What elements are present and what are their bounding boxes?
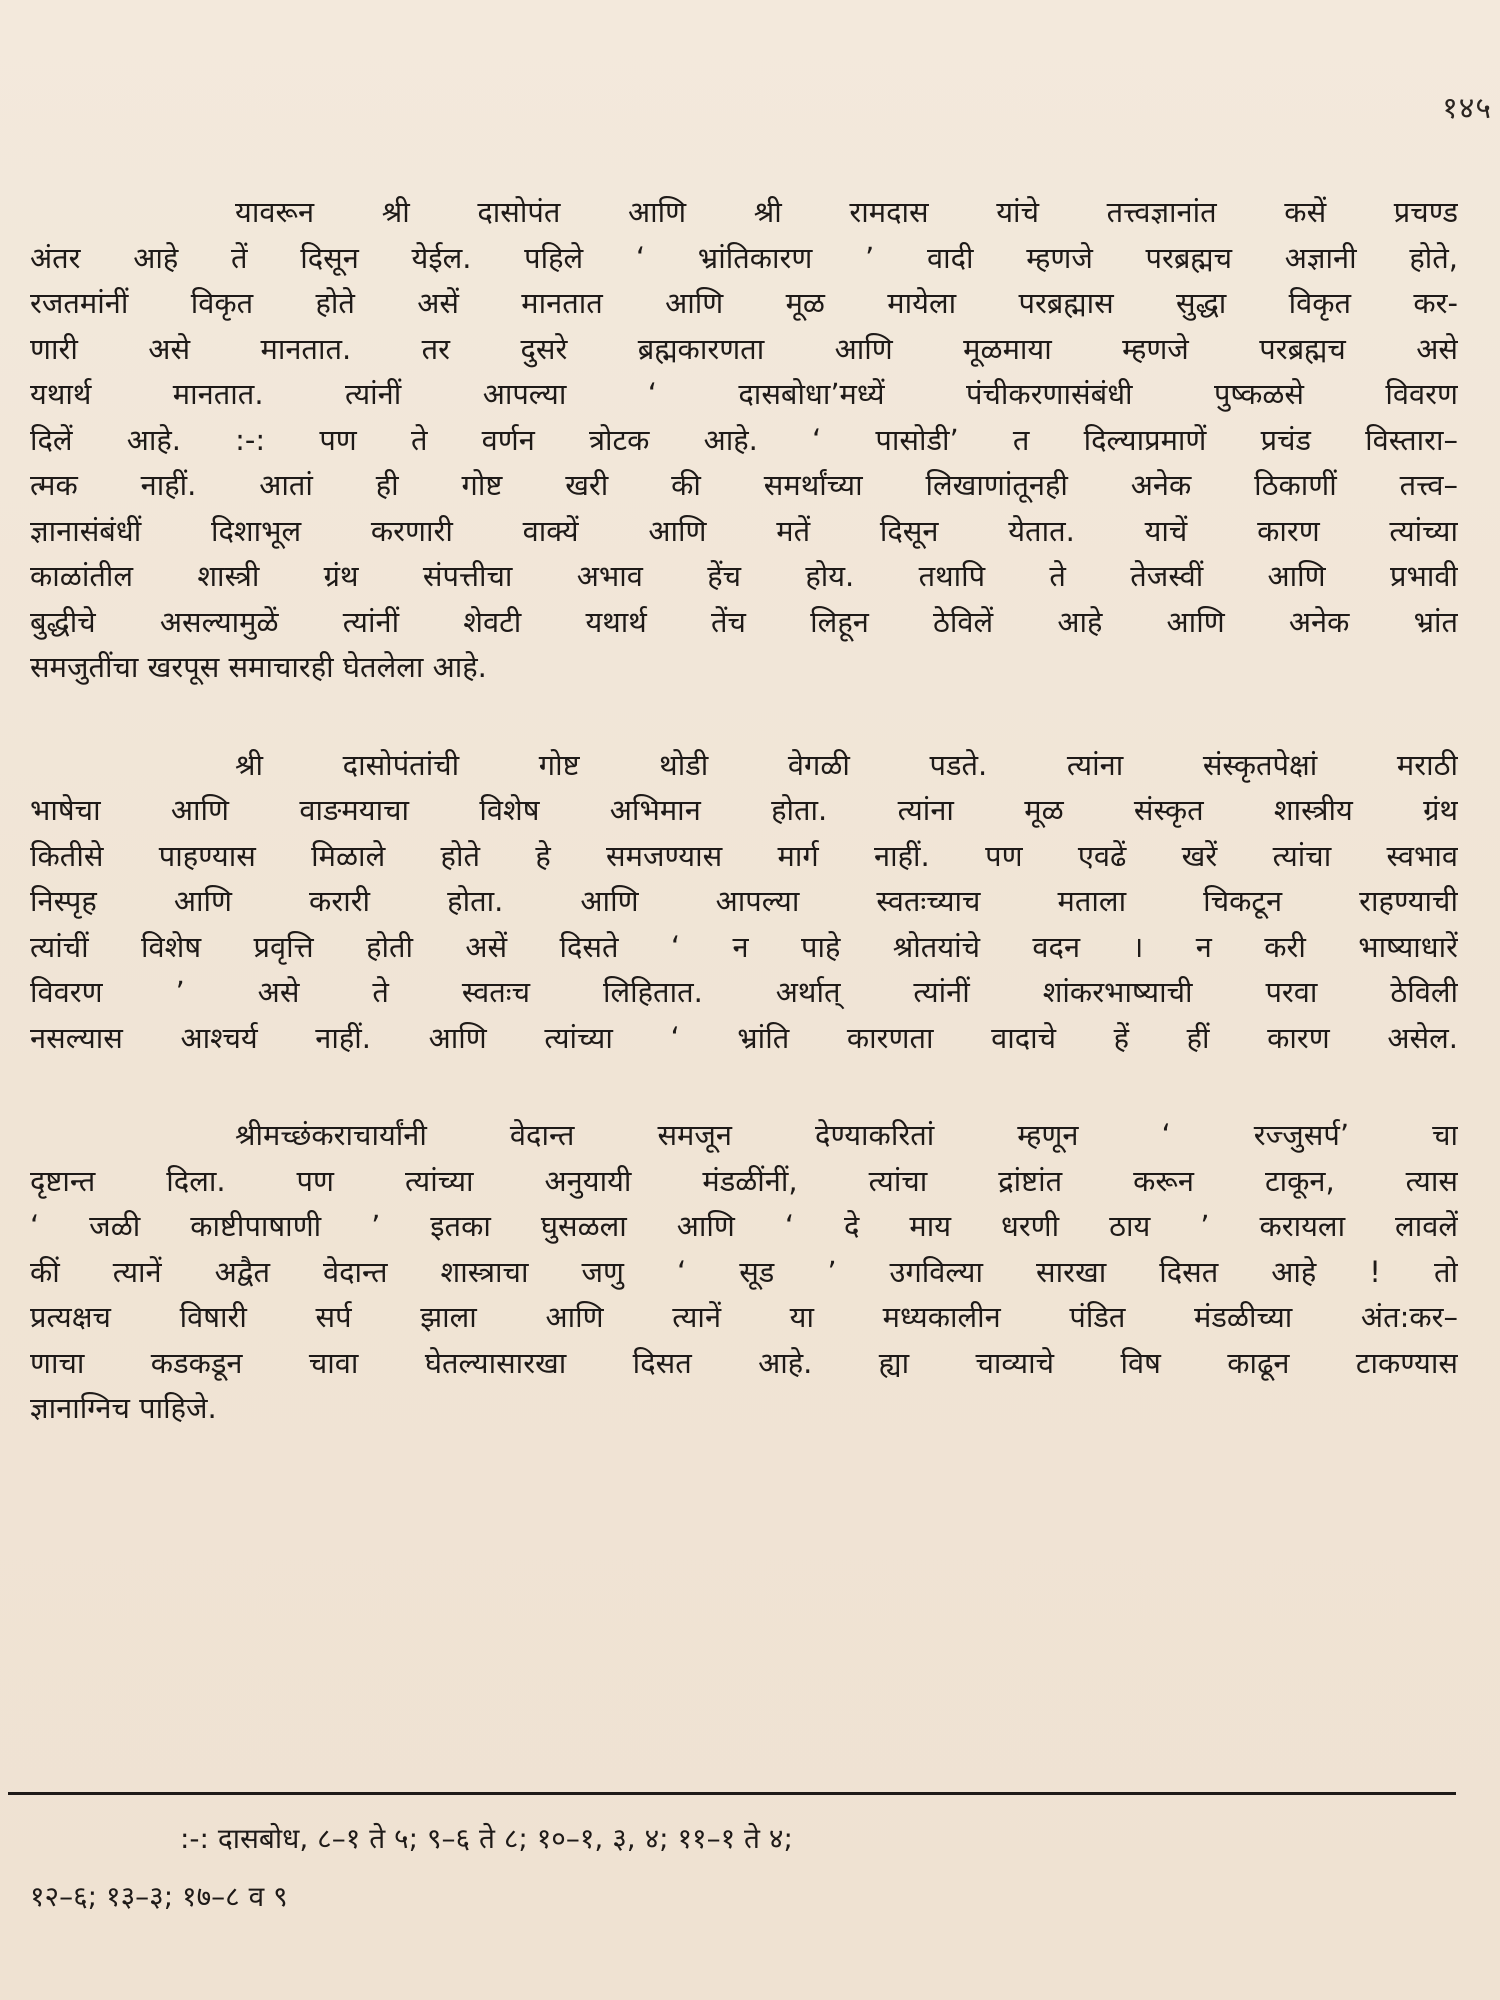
text-line: त्मक नाहीं. आतां ही गोष्ट खरी की समर्थांच्या लिखाणांतूनही अनेक ठिकाणीं तत्त्व– [30,468,1458,502]
text-line: काळांतील शास्त्री ग्रंथ संपत्तीचा अभाव हेंच होय. तथापि ते तेजस्वीं आणि प्रभावी [30,559,1458,593]
paragraph-1 [30,190,1458,691]
text-line: दृष्टान्त दिला. पण त्यांच्या अनुयायी मंडळींनीं, त्यांचा द्रांष्टांत करून टाकून, त्यास [30,1163,1458,1198]
text-line: त्यांचीं विशेष प्रवृत्ति होती असें दिसते ‘ न पाहे श्रोतयांचे वदन । न करी भाष्याधारें [30,929,1458,964]
text-line: भाषेचा आणि वाङमयाचा विशेष अभिमान होता. त्यांना मूळ संस्कृत शास्त्रीय ग्रंथ [30,793,1458,827]
text-line: बुद्धीचे असल्यामुळें त्यांनीं शेवटी यथार्थ तेंच लिहून ठेविलें आहे आणि अनेक भ्रांत [30,604,1458,639]
text-line: णाचा कडकडून चावा घेतल्यासारखा दिसत आहे. ह्या चाव्याचे विष काढून टाकण्यास [30,1345,1458,1380]
page-number: १४५ [1442,91,1492,126]
text-line: प्रत्यक्षच विषारी सर्प झाला आणि त्यानें या मध्यकालीन पंडित मंडळीच्या अंत:कर– [30,1300,1458,1334]
text-line: अंतर आहे तें दिसून येईल. पहिले ‘ भ्रांतिकारण ’ वादी म्हणजे परब्रह्मच अज्ञानी होते, [30,240,1458,275]
text-line: यथार्थ मानतात. त्यांनीं आपल्या ‘ दासबोधा’मध्यें पंचीकरणासंबंधी पुष्कळसे विवरण [30,377,1458,411]
footnote [30,1810,1450,1926]
footnote-line: :-: दासबोध, ८–१ ते ५; ९–६ ते ८; १०–१, ३, ४; ११–१ ते ४; [180,1822,793,1855]
footnote-line: १२–६; १३–३; १७–८ व ९ [30,1880,288,1913]
text-line: रजतमांनीं विकृत होते असें मानतात आणि मूळ मायेला परब्रह्मास सुद्धा विकृत कर- [30,286,1458,320]
text-line: विवरण ’ असे ते स्वतःच लिहितात. अर्थात् त्यांनीं शांकरभाष्याची परवा ठेविली [30,975,1458,1009]
footnote-divider [8,1792,1456,1795]
paragraph-3 [30,1113,1458,1432]
text-line: णारी असे मानतात. तर दुसरे ब्रह्मकारणता आणि मूळमाया म्हणजे परब्रह्मच असे [30,331,1458,366]
text-line: श्री दासोपंतांची गोष्ट थोडी वेगळी पडते. त्यांना संस्कृतपेक्षां मराठी [235,747,1458,782]
paragraph-2 [30,743,1458,1062]
text-line: यावरून श्री दासोपंत आणि श्री रामदास यांचे तत्त्वज्ञानांत कसें प्रचण्ड [235,195,1458,229]
text-line: ज्ञानासंबंधीं दिशाभूल करणारी वाक्यें आणि मतें दिसून येतात. याचें कारण त्यांच्या [30,513,1458,548]
text-line: दिलें आहे. :-: पण ते वर्णन त्रोटक आहे. ‘ पासोडी’ त दिल्याप्रमाणें प्रचंड विस्तारा– [30,422,1458,457]
text-line: श्रीमच्छंकराचार्यांनी वेदान्त समजून देण्याकरितां म्हणून ‘ रज्जुसर्प’ चा [235,1118,1458,1152]
text-line: कितीसे पाहण्यास मिळाले होते हे समजण्यास मार्ग नाहीं. पण एवढें खरें त्यांचा स्वभाव [30,838,1458,873]
text-line: नसल्यास आश्चर्य नाहीं. आणि त्यांच्या ‘ भ्रांति कारणता वादाचे हें हीं कारण असेल. [30,1020,1458,1055]
text-line: ज्ञानाग्निच पाहिजे. [30,1391,217,1425]
text-line: कीं त्यानें अद्वैत वेदान्त शास्त्राचा जणु ‘ सूड ’ उगविल्या सारखा दिसत आहे ! तो [30,1254,1458,1289]
text-line: ‘ जळी काष्टीपाषाणी ’ इतका घुसळला आणि ‘ दे माय धरणी ठाय ’ करायला लावलें [30,1209,1458,1243]
text-line: निस्पृह आणि करारी होता. आणि आपल्या स्वतःच्याच मताला चिकटून राहण्याची [30,884,1458,918]
text-line: समजुतींचा खरपूस समाचारही घेतलेला आहे. [30,650,487,684]
body-text [30,190,1458,1484]
